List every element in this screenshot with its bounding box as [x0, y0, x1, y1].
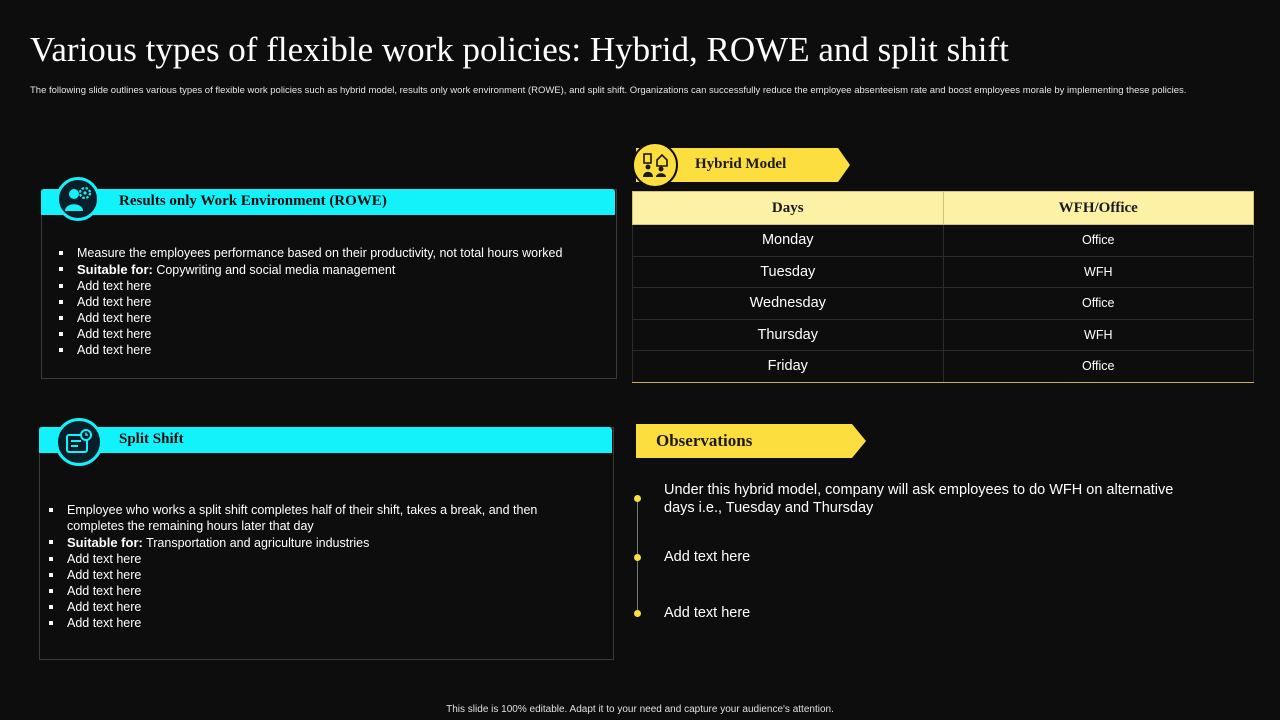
rowe-extra-4: Add text here	[57, 326, 607, 342]
page-title: Various types of flexible work policies: Hybrid, ROWE and split shift	[30, 30, 1009, 69]
table-cell-day: Tuesday	[633, 256, 944, 288]
split-extra-5: Add text here	[47, 615, 587, 631]
hybrid-schedule-table	[632, 191, 1254, 383]
table-cell-mode: Office	[943, 225, 1254, 257]
split-suitable-label: Suitable for:	[67, 535, 143, 550]
rowe-point: Measure the employees performance based on their productivity, not total hours worked	[57, 245, 607, 261]
observation-bullet-icon	[634, 610, 641, 617]
table-row	[633, 351, 1254, 383]
split-list	[47, 502, 587, 631]
split-suitable-value: Transportation and agriculture industries	[142, 536, 370, 550]
table-cell-mode: WFH	[943, 256, 1254, 288]
observation-item-3: Add text here	[664, 605, 751, 621]
table-row	[633, 319, 1254, 351]
observation-item-1: Under this hybrid model, company will ask employees to do WFH on alternative days i.e., Tuesday and Thursday	[664, 482, 1174, 516]
column-header-wfh-office: WFH/Office	[943, 192, 1254, 225]
table-cell-day: Monday	[633, 225, 944, 257]
table-cell-day: Wednesday	[633, 288, 944, 320]
split-extra-1: Add text here	[47, 551, 587, 567]
rowe-heading: Results only Work Environment (ROWE)	[119, 193, 387, 209]
rowe-extra-5: Add text here	[57, 342, 607, 358]
rowe-suitable	[57, 261, 607, 278]
observation-bullet-icon	[634, 495, 641, 502]
table-cell-day: Friday	[633, 351, 944, 383]
table-cell-mode: WFH	[943, 319, 1254, 351]
people-home-office-icon	[632, 142, 678, 188]
rowe-card-header	[41, 189, 615, 215]
table-cell-mode: Office	[943, 351, 1254, 383]
column-header-days: Days	[633, 192, 944, 225]
split-extra-2: Add text here	[47, 567, 587, 583]
split-card-header	[39, 427, 612, 453]
observations-heading: Observations	[656, 431, 753, 450]
split-point: Employee who works a split shift completes half of their shift, takes a break, and then completes the remaining hours later that day	[47, 502, 587, 534]
rowe-suitable-label: Suitable for:	[77, 262, 153, 277]
split-heading: Split Shift	[119, 431, 184, 447]
table-cell-mode: Office	[943, 288, 1254, 320]
table-row	[633, 288, 1254, 320]
split-extra-3: Add text here	[47, 583, 587, 599]
split-suitable	[47, 534, 587, 551]
table-row	[633, 256, 1254, 288]
table-cell-day: Thursday	[633, 319, 944, 351]
rowe-suitable-value: Copywriting and social media management	[152, 263, 396, 277]
schedule-clock-icon	[55, 418, 103, 466]
person-gear-icon	[56, 177, 100, 221]
table-header-row	[633, 192, 1254, 225]
page-subtitle: The following slide outlines various types of flexible work policies such as hybrid model, results only work environment (ROWE), and split shift. Organizations can successfully reduce the employee absenteeism rate and boost employees morale by implementing these policies.	[30, 85, 1187, 96]
split-extra-4: Add text here	[47, 599, 587, 615]
rowe-extra-2: Add text here	[57, 294, 607, 310]
table-row	[633, 225, 1254, 257]
rowe-list	[57, 245, 607, 358]
observation-item-2: Add text here	[664, 549, 751, 565]
footer-note: This slide is 100% editable. Adapt it to your need and capture your audience's attention.	[446, 704, 834, 715]
observation-bullet-icon	[634, 554, 641, 561]
hybrid-heading: Hybrid Model	[695, 156, 787, 172]
rowe-extra-3: Add text here	[57, 310, 607, 326]
rowe-extra-1: Add text here	[57, 278, 607, 294]
